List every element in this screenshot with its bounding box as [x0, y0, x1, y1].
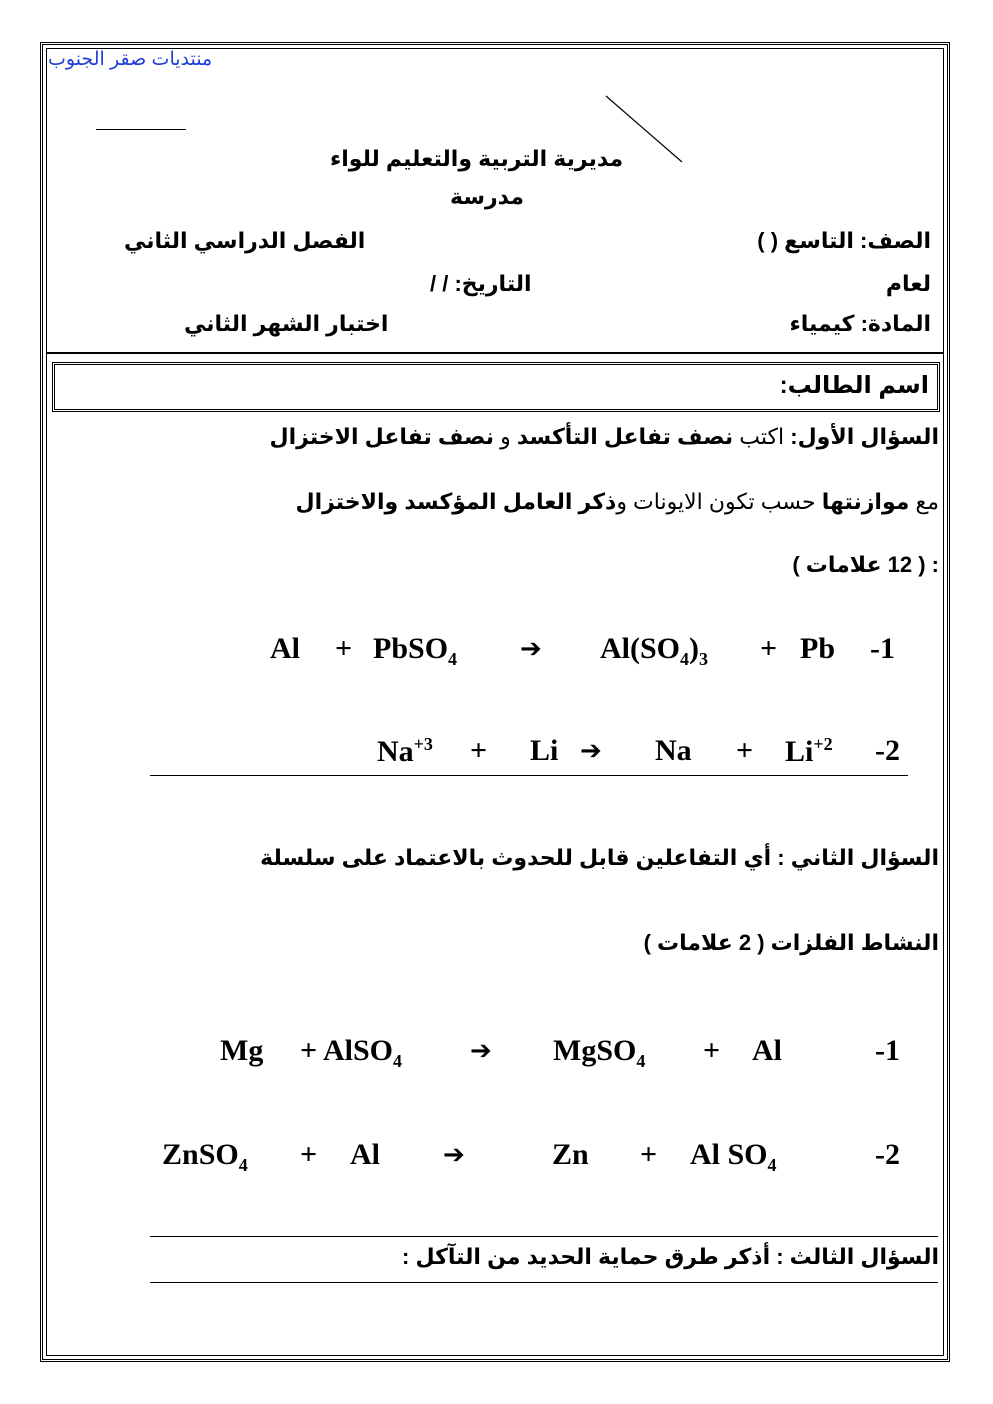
eq-formula: MgSO: [553, 1034, 637, 1067]
date-label: التاريخ: / /: [430, 271, 532, 296]
q1-line2: [295, 489, 939, 515]
forum-label[interactable]: منتديات صقر الجنوب: [48, 49, 213, 70]
eq-subscript: 4: [636, 1051, 646, 1071]
eq-product: Zn: [552, 1138, 589, 1171]
eq-number: -2: [875, 1138, 900, 1171]
exam-label: اختبار الشهر الثاني: [184, 311, 389, 336]
eq-subscript: 4: [680, 649, 690, 669]
eq-number: -2: [875, 734, 900, 767]
q1-text-2: نصف تفاعل التأكسد: [516, 424, 734, 449]
answer-rule: [150, 1282, 938, 1283]
eq-plus: +: [760, 632, 778, 665]
eq-subscript: 4: [448, 649, 458, 669]
eq-reactant: [162, 1138, 248, 1176]
year-label: لعام: [885, 271, 931, 296]
eq-product: [553, 1034, 645, 1072]
eq-subscript: 4: [238, 1155, 248, 1175]
eq-product: [600, 632, 708, 670]
eq-formula: Al SO: [690, 1138, 768, 1171]
eq-plus: +: [335, 632, 353, 665]
eq-subscript: 3: [699, 649, 709, 669]
student-name-label: اسم الطالب:: [779, 372, 929, 399]
student-name-box[interactable]: [52, 362, 940, 412]
eq-reactant: Li: [530, 734, 559, 767]
eq-reactant: [300, 1034, 402, 1072]
eq-plus: +: [470, 734, 488, 767]
q3-line: السؤال الثالث : أذكر طرق حماية الحديد من التآكل :: [402, 1244, 939, 1269]
eq-plus: +: [736, 734, 754, 767]
eq-reactant: Al: [270, 632, 300, 665]
eq-plus: +: [640, 1138, 658, 1171]
eq-number: -1: [875, 1034, 900, 1067]
q1-text-8: ذكر العامل المؤكسد والاختزال: [295, 489, 617, 514]
q1-text-5: مع: [915, 489, 939, 514]
eq-formula: Al(SO: [600, 632, 681, 665]
eq-reactant: Mg: [220, 1034, 264, 1067]
q1-text-6: موازنتها: [821, 489, 910, 514]
eq-product: Al: [752, 1034, 782, 1067]
eq-formula: + AlSO: [300, 1034, 393, 1067]
school-label: مدرسة: [450, 184, 524, 209]
eq-product: Pb: [800, 632, 836, 665]
eq-subscript: 4: [392, 1051, 402, 1071]
directorate-title: مديرية التربية والتعليم للواء: [330, 146, 624, 171]
eq-superscript: +2: [813, 734, 833, 754]
q1-title: السؤال الأول:: [790, 424, 939, 449]
eq-formula: PbSO: [373, 632, 449, 665]
q1-line1: [270, 424, 940, 450]
reaction-arrow-icon: ➔: [470, 1036, 492, 1066]
grade-label: الصف: التاسع ( ): [757, 228, 931, 253]
q1-text-3: و: [500, 424, 511, 449]
eq-formula: ZnSO: [162, 1138, 239, 1171]
eq-formula: Li: [785, 735, 814, 768]
short-rule: [96, 129, 186, 130]
eq-number: -1: [870, 632, 895, 665]
answer-rule: [150, 775, 908, 776]
q2-line1: السؤال الثاني : أي التفاعلين قابل للحدوث بالاعتماد على سلسلة: [260, 845, 939, 870]
reaction-arrow-icon: ➔: [443, 1140, 465, 1170]
eq-plus: +: [300, 1138, 318, 1171]
eq-formula: ): [689, 632, 700, 665]
header-separator: [46, 352, 944, 354]
q1-text-7: حسب تكون الايونات و: [616, 489, 816, 514]
q2-line2: النشاط الفلزات ( 2 علامات ): [643, 930, 939, 955]
reaction-arrow-icon: ➔: [520, 634, 542, 664]
eq-plus: +: [703, 1034, 721, 1067]
semester-label: الفصل الدراسي الثاني: [124, 228, 366, 253]
eq-formula: Na: [377, 735, 414, 768]
eq-product: [785, 734, 833, 769]
q1-marks: : ( 12 علامات ): [792, 552, 939, 577]
eq-reactant: [377, 734, 433, 769]
eq-product: [690, 1138, 777, 1176]
eq-product: Na: [655, 734, 692, 767]
reaction-arrow-icon: ➔: [580, 736, 602, 766]
answer-rule: [150, 1236, 938, 1237]
q1-text-4: نصف تفاعل الاختزال: [269, 424, 494, 449]
eq-superscript: +3: [413, 734, 433, 754]
eq-reactant: [373, 632, 457, 670]
q1-text-1: اكتب: [739, 424, 785, 449]
eq-reactant: Al: [350, 1138, 380, 1171]
eq-subscript: 4: [767, 1155, 777, 1175]
subject-label: المادة: كيمياء: [789, 311, 931, 336]
